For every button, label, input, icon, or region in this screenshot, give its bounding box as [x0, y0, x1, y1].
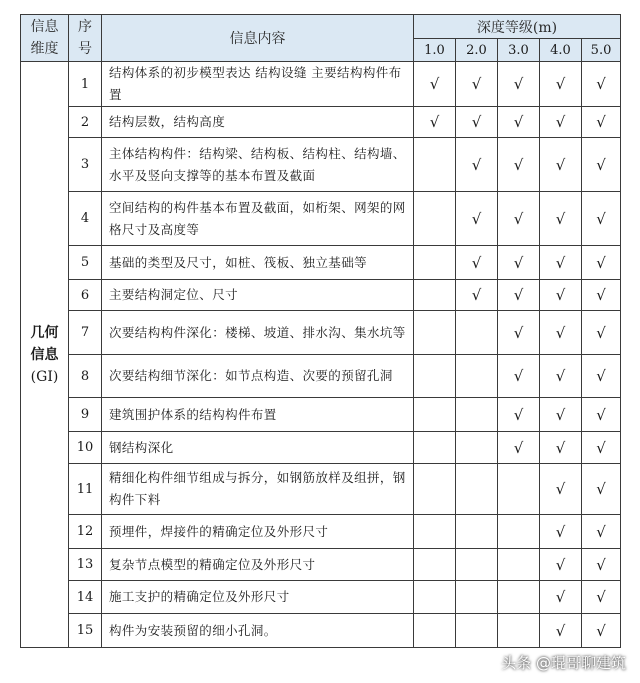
- check-cell-level-5: [582, 398, 621, 432]
- check-mark-icon: √: [596, 555, 606, 574]
- content-header: 信息内容: [102, 15, 414, 62]
- dimension-header: [21, 15, 69, 62]
- check-cell-level-1: [414, 432, 456, 464]
- check-cell-level-1: [414, 614, 456, 648]
- check-cell-level-5: [582, 192, 621, 246]
- check-cell-level-2: [456, 246, 498, 280]
- row-number: 14: [69, 581, 102, 614]
- check-mark-icon: √: [555, 286, 566, 304]
- row-number: 11: [69, 464, 102, 515]
- check-cell-level-5: [582, 138, 621, 192]
- check-cell-level-1: [414, 515, 456, 549]
- check-cell-level-5: [582, 549, 621, 581]
- row-content: 结构层数，结构高度: [102, 107, 414, 138]
- check-cell-level-3: [498, 280, 540, 311]
- check-cell-level-4: [540, 464, 582, 515]
- depth-level-table: [20, 14, 621, 648]
- check-cell-level-4: [540, 398, 582, 432]
- row-content: 施工支护的精确定位及外形尺寸: [102, 581, 414, 614]
- check-mark-icon: √: [513, 367, 524, 385]
- check-cell-level-2: [456, 107, 498, 138]
- check-cell-level-3: [498, 464, 540, 515]
- depth-level-header: 深度等级(m): [414, 15, 621, 39]
- check-cell-level-5: [582, 311, 621, 355]
- row-content: 建筑围护体系的结构构件布置: [102, 398, 414, 432]
- level-header-2-0: 2.0: [456, 39, 498, 62]
- check-cell-level-2: [456, 62, 498, 107]
- check-mark-icon: √: [513, 286, 524, 304]
- level-header-1-0: 1.0: [414, 39, 456, 62]
- table-row: [21, 280, 621, 311]
- table-row: [21, 398, 621, 432]
- check-mark-icon: √: [555, 621, 566, 640]
- check-cell-level-2: [456, 192, 498, 246]
- row-number: 13: [69, 549, 102, 581]
- row-number: 3: [69, 138, 102, 192]
- dimension-line2: 信息: [30, 346, 59, 363]
- level-header-3-0: 3.0: [498, 39, 540, 62]
- check-cell-level-2: [456, 464, 498, 515]
- check-cell-level-3: [498, 515, 540, 549]
- check-mark-icon: √: [596, 323, 606, 342]
- check-mark-icon: √: [555, 253, 566, 272]
- check-cell-level-2: [456, 398, 498, 432]
- check-cell-level-3: [498, 432, 540, 464]
- check-cell-level-4: [540, 62, 582, 107]
- row-number: 5: [69, 246, 102, 280]
- level-header-5-0: 5.0: [582, 39, 621, 62]
- check-mark-icon: √: [513, 323, 524, 342]
- check-mark-icon: √: [596, 621, 606, 640]
- check-cell-level-1: [414, 280, 456, 311]
- table-row: [21, 581, 621, 614]
- table-row: [21, 311, 621, 355]
- check-mark-icon: √: [555, 438, 566, 457]
- check-mark-icon: √: [555, 555, 566, 574]
- row-content: 精细化构件细节组成与拆分，如钢筋放样及组拼，钢构件下料: [102, 464, 414, 515]
- row-content: 结构体系的初步模型表达 结构设缝 主要结构构件布置: [102, 62, 414, 107]
- check-cell-level-1: [414, 581, 456, 614]
- check-mark-icon: √: [596, 113, 606, 131]
- table-row: [21, 62, 621, 107]
- check-cell-level-1: [414, 311, 456, 355]
- check-mark-icon: √: [555, 209, 566, 228]
- check-cell-level-3: [498, 62, 540, 107]
- table-row: [21, 515, 621, 549]
- check-mark-icon: √: [555, 367, 566, 385]
- check-cell-level-3: [498, 107, 540, 138]
- row-content: 主要结构洞定位、尺寸: [102, 280, 414, 311]
- row-content: 空间结构的构件基本布置及截面，如桁架、网架的网格尺寸及高度等: [102, 192, 414, 246]
- row-number: 15: [69, 614, 102, 648]
- check-mark-icon: √: [596, 367, 606, 385]
- check-mark-icon: √: [513, 253, 524, 272]
- check-mark-icon: √: [513, 113, 524, 131]
- check-cell-level-3: [498, 246, 540, 280]
- check-mark-icon: √: [555, 588, 566, 606]
- check-mark-icon: √: [471, 155, 482, 174]
- check-mark-icon: √: [555, 480, 566, 498]
- check-mark-icon: √: [471, 253, 482, 272]
- check-cell-level-4: [540, 107, 582, 138]
- check-cell-level-2: [456, 614, 498, 648]
- check-mark-icon: √: [513, 155, 524, 174]
- dimension-cell-gi: [21, 62, 69, 648]
- check-mark-icon: √: [596, 438, 606, 457]
- check-cell-level-3: [498, 581, 540, 614]
- check-cell-level-1: [414, 107, 456, 138]
- check-mark-icon: √: [596, 155, 606, 174]
- dimension-line1: 几何: [30, 324, 59, 341]
- check-cell-level-1: [414, 192, 456, 246]
- check-cell-level-5: [582, 581, 621, 614]
- table-row: [21, 432, 621, 464]
- table-row: [21, 549, 621, 581]
- check-cell-level-3: [498, 355, 540, 398]
- check-mark-icon: √: [429, 75, 440, 93]
- check-cell-level-5: [582, 432, 621, 464]
- check-cell-level-5: [582, 107, 621, 138]
- check-cell-level-4: [540, 432, 582, 464]
- row-number: 12: [69, 515, 102, 549]
- check-cell-level-1: [414, 138, 456, 192]
- row-number: 1: [69, 62, 102, 107]
- row-content: 复杂节点模型的精确定位及外形尺寸: [102, 549, 414, 581]
- check-mark-icon: √: [596, 75, 606, 93]
- row-number: 8: [69, 355, 102, 398]
- check-cell-level-2: [456, 138, 498, 192]
- check-mark-icon: √: [555, 522, 566, 541]
- check-mark-icon: √: [596, 522, 606, 541]
- check-mark-icon: √: [596, 588, 606, 606]
- check-cell-level-4: [540, 549, 582, 581]
- row-number: 6: [69, 280, 102, 311]
- row-content: 钢结构深化: [102, 432, 414, 464]
- check-cell-level-1: [414, 246, 456, 280]
- seq-header: [69, 15, 102, 62]
- level-header-4-0: 4.0: [540, 39, 582, 62]
- check-cell-level-4: [540, 614, 582, 648]
- check-cell-level-2: [456, 432, 498, 464]
- check-cell-level-3: [498, 192, 540, 246]
- check-cell-level-2: [456, 311, 498, 355]
- check-cell-level-1: [414, 398, 456, 432]
- check-cell-level-4: [540, 355, 582, 398]
- seq-header-bottom: 号: [78, 41, 92, 57]
- check-cell-level-4: [540, 515, 582, 549]
- check-mark-icon: √: [555, 75, 566, 93]
- check-cell-level-5: [582, 246, 621, 280]
- check-cell-level-5: [582, 515, 621, 549]
- row-number: 9: [69, 398, 102, 432]
- check-mark-icon: √: [471, 209, 482, 228]
- table-row: [21, 192, 621, 246]
- check-cell-level-2: [456, 355, 498, 398]
- check-cell-level-3: [498, 138, 540, 192]
- watermark: 头条 @琨哥聊建筑: [501, 654, 626, 672]
- check-mark-icon: √: [471, 75, 482, 93]
- check-cell-level-1: [414, 464, 456, 515]
- check-mark-icon: √: [513, 405, 524, 424]
- check-cell-level-5: [582, 464, 621, 515]
- check-mark-icon: √: [596, 209, 606, 228]
- check-cell-level-1: [414, 62, 456, 107]
- check-mark-icon: √: [429, 113, 440, 131]
- check-cell-level-2: [456, 581, 498, 614]
- row-content: 预埋件，焊接件的精确定位及外形尺寸: [102, 515, 414, 549]
- check-cell-level-4: [540, 138, 582, 192]
- check-cell-level-3: [498, 549, 540, 581]
- check-cell-level-4: [540, 246, 582, 280]
- check-cell-level-2: [456, 549, 498, 581]
- table-row: [21, 246, 621, 280]
- row-number: 7: [69, 311, 102, 355]
- row-content: 主体结构构件：结构梁、结构板、结构柱、结构墙、水平及竖向支撑等的基本布置及截面: [102, 138, 414, 192]
- check-mark-icon: √: [513, 209, 524, 228]
- dimension-line3: (GI): [30, 368, 59, 385]
- check-cell-level-3: [498, 311, 540, 355]
- check-mark-icon: √: [513, 438, 524, 457]
- row-content: 次要结构构件深化：楼梯、坡道、排水沟、集水坑等: [102, 311, 414, 355]
- seq-header-top: 序: [78, 19, 92, 35]
- row-content: 次要结构细节深化：如节点构造、次要的预留孔洞: [102, 355, 414, 398]
- check-cell-level-1: [414, 549, 456, 581]
- check-cell-level-4: [540, 192, 582, 246]
- check-mark-icon: √: [596, 253, 606, 272]
- table-row: [21, 355, 621, 398]
- check-cell-level-2: [456, 280, 498, 311]
- check-mark-icon: √: [555, 405, 566, 424]
- row-content: 构件为安装预留的细小孔洞。: [102, 614, 414, 648]
- table-row: [21, 614, 621, 648]
- row-number: 4: [69, 192, 102, 246]
- dimension-header-bottom: 维度: [30, 41, 59, 57]
- check-cell-level-4: [540, 311, 582, 355]
- row-number: 10: [69, 432, 102, 464]
- check-cell-level-3: [498, 614, 540, 648]
- check-mark-icon: √: [596, 286, 606, 304]
- table-row: [21, 138, 621, 192]
- table-row: [21, 107, 621, 138]
- check-mark-icon: √: [596, 405, 606, 424]
- dimension-header-top: 信息: [30, 19, 59, 35]
- check-mark-icon: √: [596, 480, 606, 498]
- check-mark-icon: √: [471, 286, 482, 304]
- check-cell-level-5: [582, 355, 621, 398]
- check-cell-level-4: [540, 581, 582, 614]
- check-cell-level-2: [456, 515, 498, 549]
- check-cell-level-1: [414, 355, 456, 398]
- row-number: 2: [69, 107, 102, 138]
- check-mark-icon: √: [555, 113, 566, 131]
- check-cell-level-4: [540, 280, 582, 311]
- check-cell-level-5: [582, 62, 621, 107]
- check-cell-level-5: [582, 614, 621, 648]
- row-content: 基础的类型及尺寸，如桩、筏板、独立基础等: [102, 246, 414, 280]
- check-cell-level-5: [582, 280, 621, 311]
- check-mark-icon: √: [471, 113, 482, 131]
- check-mark-icon: √: [513, 75, 524, 93]
- check-mark-icon: √: [555, 323, 566, 342]
- check-mark-icon: √: [555, 155, 566, 174]
- table-row: [21, 464, 621, 515]
- check-cell-level-3: [498, 398, 540, 432]
